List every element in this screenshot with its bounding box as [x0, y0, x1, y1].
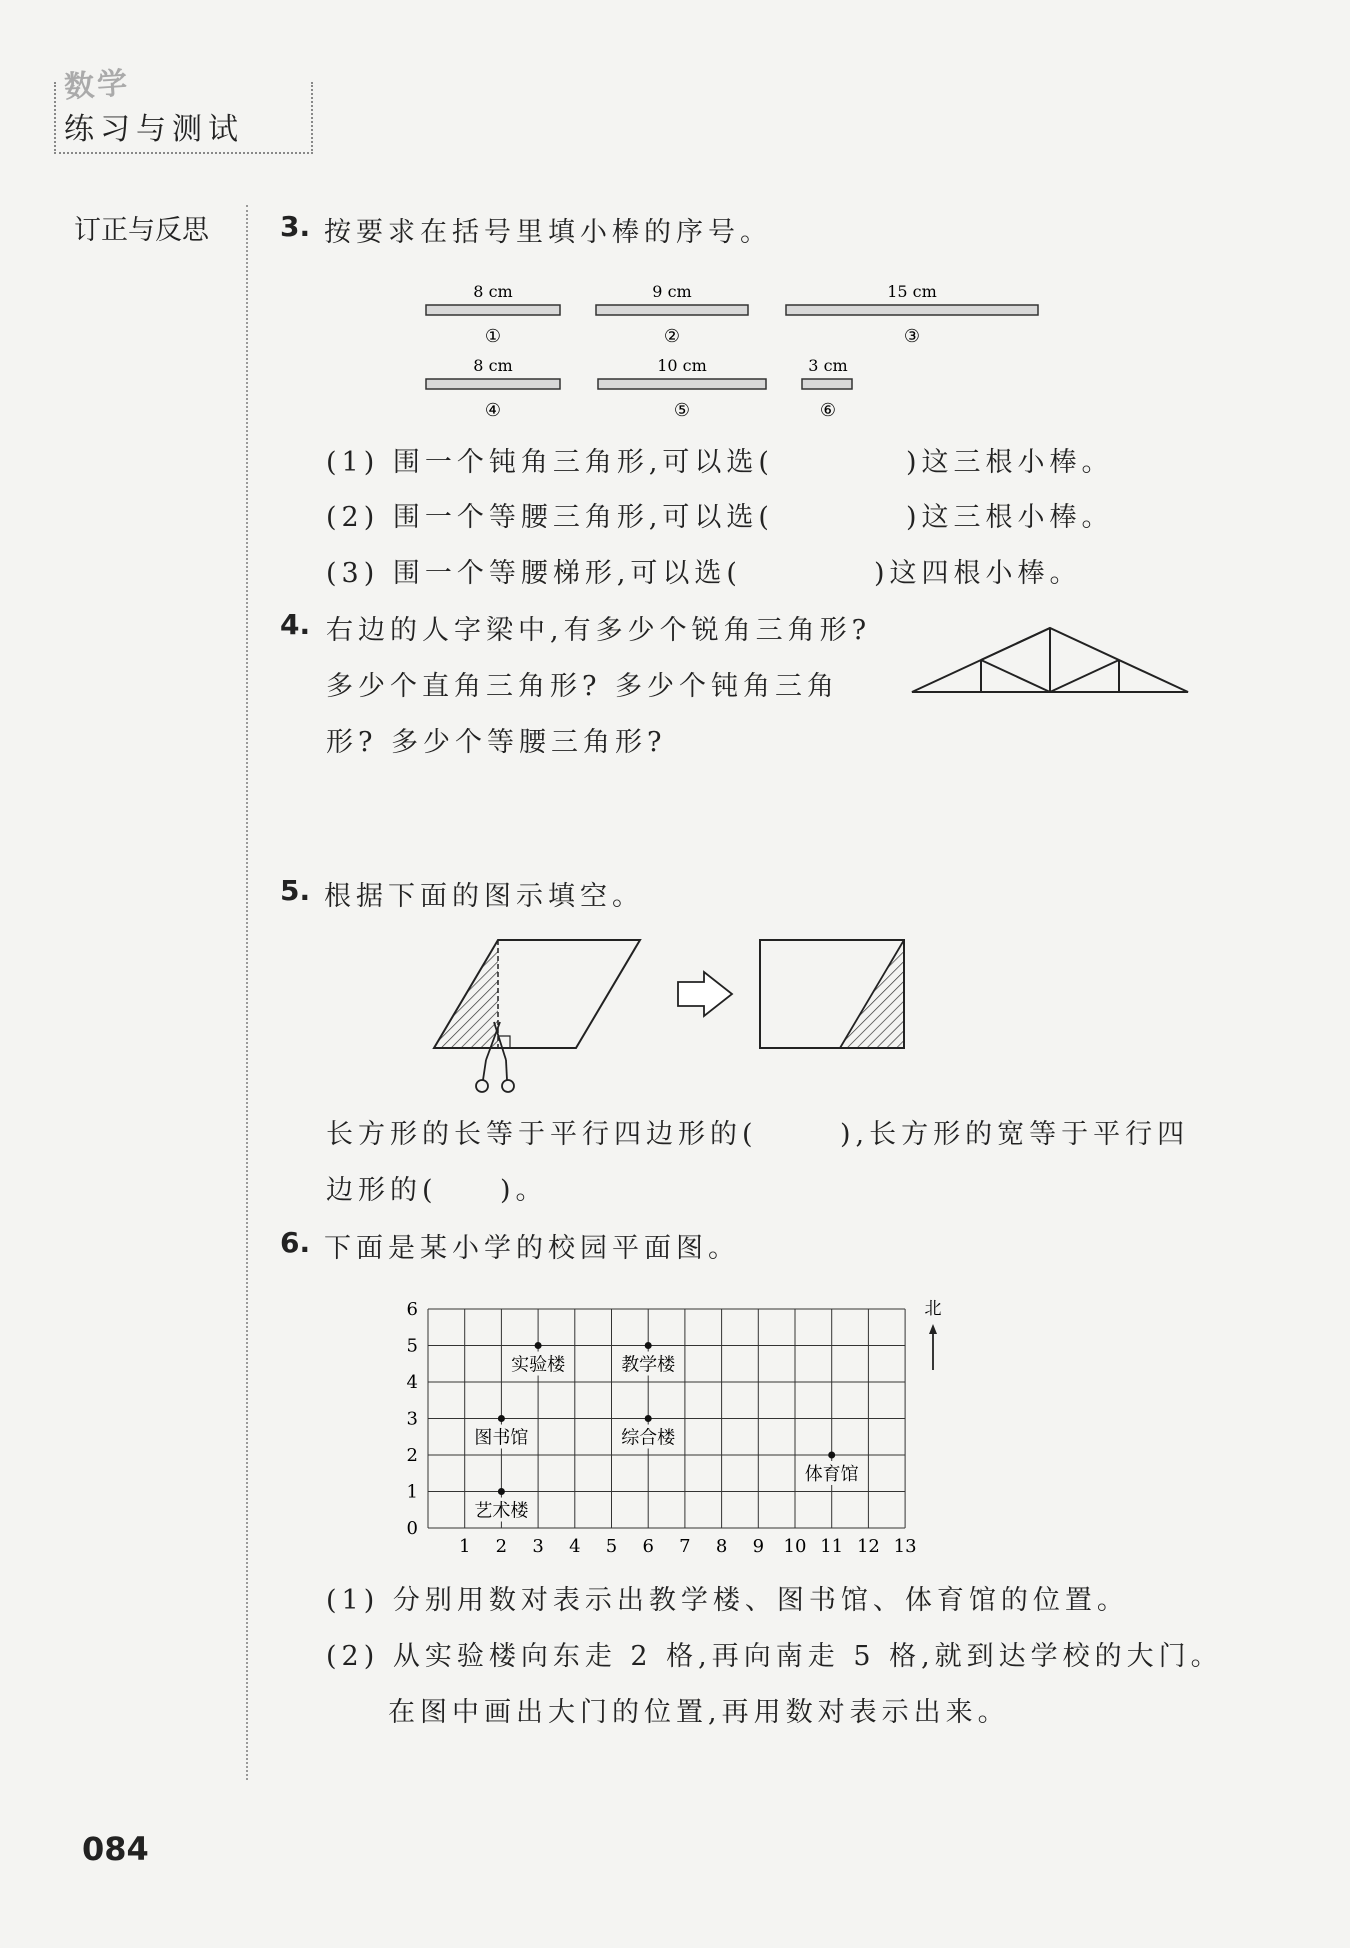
building-label: 图书馆	[474, 1427, 529, 1449]
q5-number: 5.	[280, 874, 311, 907]
q4-line-3: 形? 多少个等腰三角形?	[326, 727, 667, 758]
stick-5-length: 10 cm	[657, 356, 707, 375]
x-tick-label: 10	[783, 1536, 807, 1557]
q6-item-2-cont: 在图中画出大门的位置,再用数对表示出来。	[388, 1697, 1010, 1728]
stick-6-length: 3 cm	[808, 356, 848, 375]
q3-item-2-pre: (2) 围一个等腰三角形,可以选(	[326, 502, 774, 533]
stick-6-index: ⑥	[819, 400, 837, 421]
building-point	[535, 1342, 542, 1349]
q3-title: 按要求在括号里填小棒的序号。	[324, 217, 772, 248]
stick-1-index: ①	[484, 326, 502, 347]
q3-item-3-pre: (3) 围一个等腰梯形,可以选(	[326, 558, 742, 589]
stick-2-length: 9 cm	[652, 282, 692, 301]
x-tick-label: 9	[752, 1536, 765, 1557]
q6-item-1: (1) 分别用数对表示出教学楼、图书馆、体育馆的位置。	[326, 1585, 1129, 1616]
stick-3-index: ③	[903, 326, 921, 347]
x-tick-label: 5	[605, 1536, 618, 1557]
building-point	[498, 1488, 505, 1495]
x-tick-label: 8	[715, 1536, 728, 1557]
q3-item-2-post: )这三根小棒。	[906, 502, 1114, 533]
stick-4-length: 8 cm	[473, 356, 513, 375]
stick-6	[802, 356, 852, 421]
q6-number: 6.	[280, 1226, 311, 1259]
y-tick-label: 4	[406, 1372, 418, 1393]
parallelogram-to-rectangle-figure	[420, 930, 940, 1110]
stick-3-length: 15 cm	[887, 282, 937, 301]
stick-5	[598, 356, 766, 421]
q5-line-1-a: 长方形的长等于平行四边形的(	[326, 1119, 758, 1150]
x-tick-label: 12	[856, 1536, 880, 1557]
x-tick-label: 7	[679, 1536, 691, 1557]
building-point	[828, 1452, 835, 1459]
parallelogram	[434, 940, 640, 1048]
q5-line-1-b: ),长方形的宽等于平行四	[840, 1119, 1190, 1150]
q5-title: 根据下面的图示填空。	[324, 881, 644, 912]
q6-title: 下面是某小学的校园平面图。	[324, 1233, 740, 1264]
margin-divider	[246, 205, 248, 1780]
stick-4-index: ④	[484, 400, 502, 421]
header-book-title: 练习与测试	[64, 112, 244, 147]
rectangle	[760, 940, 904, 1048]
x-tick-label: 4	[569, 1536, 581, 1557]
building-label: 教学楼	[621, 1354, 676, 1376]
q4-number: 4.	[280, 608, 311, 641]
x-tick-label: 1	[458, 1536, 471, 1557]
q6-item-2: (2) 从实验楼向东走 2 格,再向南走 5 格,就到达学校的大门。	[326, 1641, 1223, 1672]
q4-line-1: 右边的人字梁中,有多少个锐角三角形?	[326, 615, 872, 646]
q5-line-2-b: )。	[500, 1175, 548, 1206]
stick-2-index: ②	[663, 326, 681, 347]
north-arrow	[925, 1299, 942, 1370]
right-arrow-icon	[678, 972, 732, 1016]
sidebar-label: 订正与反思	[74, 215, 209, 246]
x-tick-label: 2	[495, 1536, 508, 1557]
building-label: 综合楼	[621, 1427, 676, 1449]
x-tick-label: 13	[893, 1536, 917, 1557]
building-label: 实验楼	[511, 1354, 566, 1376]
building-point	[645, 1342, 652, 1349]
q3-item-1-pre: (1) 围一个钝角三角形,可以选(	[326, 447, 774, 478]
y-tick-label: 0	[406, 1518, 418, 1539]
q3-item-1-post: )这三根小棒。	[906, 447, 1114, 478]
q3-item-3-post: )这四根小棒。	[874, 558, 1082, 589]
y-tick-label: 6	[406, 1299, 418, 1320]
q5-line-2-a: 边形的(	[326, 1175, 438, 1206]
y-tick-label: 1	[406, 1481, 418, 1503]
stick-1-length: 8 cm	[473, 282, 513, 301]
x-tick-label: 11	[820, 1536, 844, 1557]
header-subject: 数学	[63, 65, 132, 106]
y-tick-label: 5	[406, 1335, 418, 1357]
q3-number: 3.	[280, 210, 311, 243]
stick-4	[426, 356, 560, 421]
y-tick-label: 2	[406, 1445, 418, 1466]
stick-2	[596, 282, 748, 347]
building-point	[498, 1415, 505, 1422]
y-tick-label: 3	[406, 1408, 418, 1430]
stick-3	[786, 282, 1038, 347]
stick-5-index: ⑤	[673, 400, 691, 421]
page-number: 084	[82, 1830, 149, 1868]
roof-truss-figure	[910, 622, 1190, 702]
stick-1	[426, 282, 560, 347]
x-tick-label: 6	[642, 1536, 654, 1557]
q4-line-2: 多少个直角三角形? 多少个钝角三角	[326, 671, 840, 702]
building-label: 体育馆	[804, 1464, 859, 1485]
north-label: 北	[924, 1299, 942, 1319]
campus-map-grid	[400, 1290, 960, 1560]
building-label: 艺术楼	[474, 1500, 529, 1522]
building-point	[645, 1415, 652, 1422]
x-tick-label: 3	[532, 1536, 544, 1557]
q3-sticks-figure	[400, 278, 1060, 428]
